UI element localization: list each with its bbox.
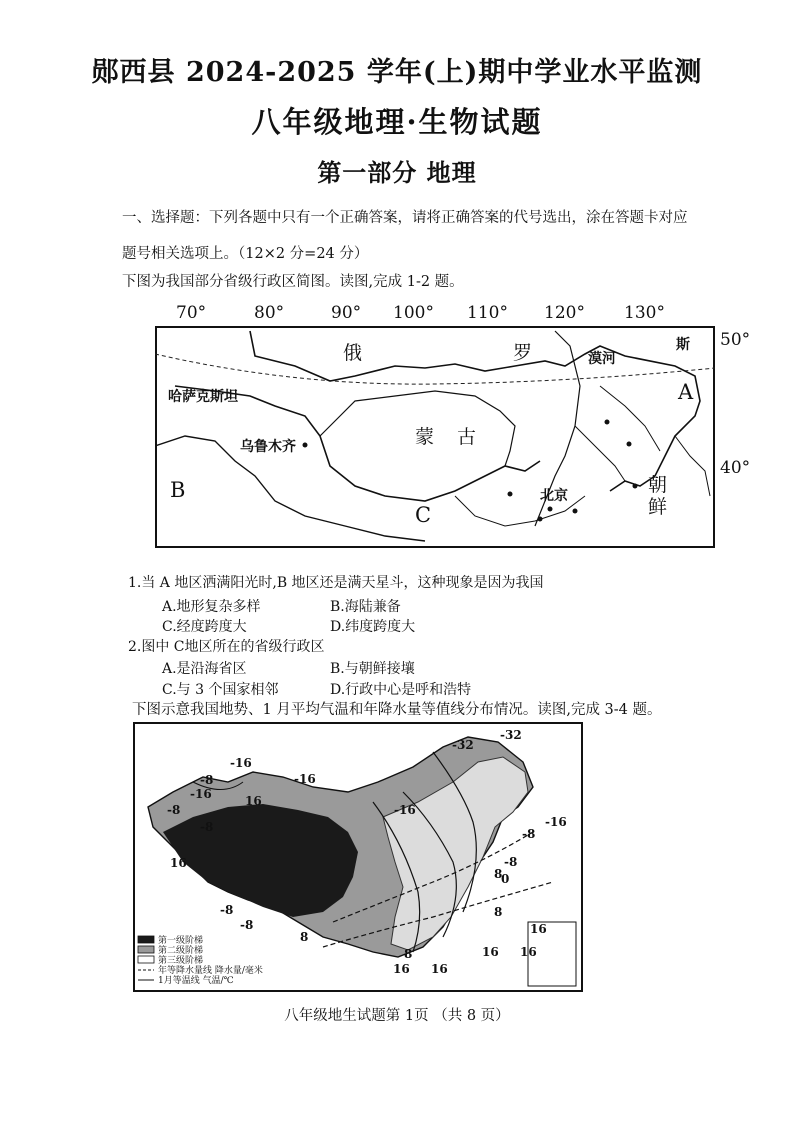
russia-label: 罗 — [513, 342, 533, 364]
isoline-label: -8 — [200, 820, 214, 834]
q1-option-c[interactable]: C.经度跨度大 — [162, 619, 247, 635]
isoline-label: -8 — [200, 773, 214, 787]
q1-option-d[interactable]: D.纬度跨度大 — [330, 619, 416, 635]
mongolia-label: 古 — [457, 426, 477, 448]
q1-option-a[interactable]: A.地形复杂多样 — [162, 599, 261, 615]
longitude-label: 80° — [254, 303, 285, 323]
q1-option-b[interactable]: B.海陆兼备 — [330, 599, 401, 615]
korea-label: 朝 — [648, 474, 668, 496]
longitude-label: 70° — [176, 303, 207, 323]
region-b-label: B — [170, 478, 186, 502]
isoline-label: -16 — [545, 815, 567, 829]
isoline-label: -16 — [294, 772, 316, 786]
map1-intro: 下图为我国部分省级行政区简图。读图,完成 1-2 题。 — [122, 274, 464, 290]
longitude-label: 110° — [467, 303, 508, 323]
isoline-label: -16 — [230, 756, 252, 770]
exam-subtitle: 八年级地理·生物试题 — [251, 105, 543, 139]
isoline-label: 16 — [393, 962, 410, 976]
provinces-map — [155, 326, 715, 548]
page-footer: 八年级地生试题第 1页 （共 8 页） — [284, 1008, 510, 1024]
q2-option-c[interactable]: C.与 3 个国家相邻 — [162, 682, 279, 698]
question-2: 2.图中 C地区所在的省级行政区 — [128, 639, 325, 655]
isoline-label: 16 — [530, 922, 547, 936]
legend-second-step: 第二级阶梯 — [158, 946, 204, 956]
longitude-label: 90° — [331, 303, 362, 323]
isoline-label: 0 — [501, 872, 510, 886]
isoline-label: -8 — [167, 803, 181, 817]
q2-option-d[interactable]: D.行政中心是呼和浩特 — [330, 682, 472, 698]
isoline-label: 8 — [494, 867, 503, 881]
isoline-label: 8 — [300, 930, 309, 944]
isoline-label: 16 — [431, 962, 448, 976]
isoline-label: -8 — [220, 903, 234, 917]
legend-third-step: 第三级阶梯 — [158, 956, 204, 966]
longitude-label: 100° — [393, 303, 434, 323]
isoline-label: -16 — [394, 803, 416, 817]
mohe-label: 漠河 — [588, 351, 616, 367]
latitude-label: 50° — [720, 330, 751, 350]
section-instructions-line2: 题号相关选项上。（12×2 分=24 分） — [122, 246, 369, 262]
legend-first-step: 第一级阶梯 — [158, 936, 204, 946]
kazakhstan-label: 哈萨克斯坦 — [168, 389, 238, 405]
mongolia-label: 蒙 — [415, 426, 435, 448]
isoline-label: 8 — [494, 905, 503, 919]
q2-option-b[interactable]: B.与朝鲜接壤 — [330, 661, 415, 677]
map2-intro: 下图示意我国地势、1 月平均气温和年降水量等值线分布情况。读图,完成 3-4 题。 — [132, 702, 662, 718]
isoline-label: 16 — [170, 856, 187, 870]
beijing-label: 北京 — [540, 488, 568, 504]
legend-precipitation-line: 年等降水量线 降水量/毫米 — [158, 966, 263, 976]
longitude-label: 130° — [624, 303, 665, 323]
isoline-label: 16 — [482, 945, 499, 959]
korea-label: 鲜 — [648, 496, 668, 518]
isoline-label: 8 — [404, 947, 413, 961]
russia-label: 俄 — [343, 342, 363, 364]
latitude-label: 40° — [720, 458, 751, 478]
longitude-label: 120° — [544, 303, 585, 323]
urumqi-label: 乌鲁木齐 — [240, 439, 296, 455]
exam-title: 郧西县 2024-2025 学年(上)期中学业水平监测 — [91, 57, 703, 88]
isoline-label: -32 — [500, 728, 522, 742]
isoline-label: -8 — [504, 855, 518, 869]
isoline-label: -32 — [452, 738, 474, 752]
russia-label: 斯 — [676, 337, 690, 353]
isoline-label: -8 — [240, 918, 254, 932]
part-title: 第一部分 地理 — [317, 158, 477, 187]
isoline-label: 16 — [245, 794, 262, 808]
isoline-label: -8 — [522, 827, 536, 841]
region-a-label: A — [678, 380, 694, 404]
isoline-label: -16 — [190, 787, 212, 801]
q2-option-a[interactable]: A.是沿海省区 — [162, 661, 247, 677]
isoline-label: 16 — [520, 945, 537, 959]
section-instructions-line1: 一、选择题：下列各题中只有一个正确答案，请将正确答案的代号选出，涂在答题卡对应 — [122, 210, 688, 226]
question-1: 1.当 A 地区洒满阳光时,B 地区还是满天星斗，这种现象是因为我国 — [128, 575, 544, 591]
legend-temperature-line: 1月等温线 气温/℃ — [158, 976, 234, 986]
region-c-label: C — [415, 503, 432, 527]
